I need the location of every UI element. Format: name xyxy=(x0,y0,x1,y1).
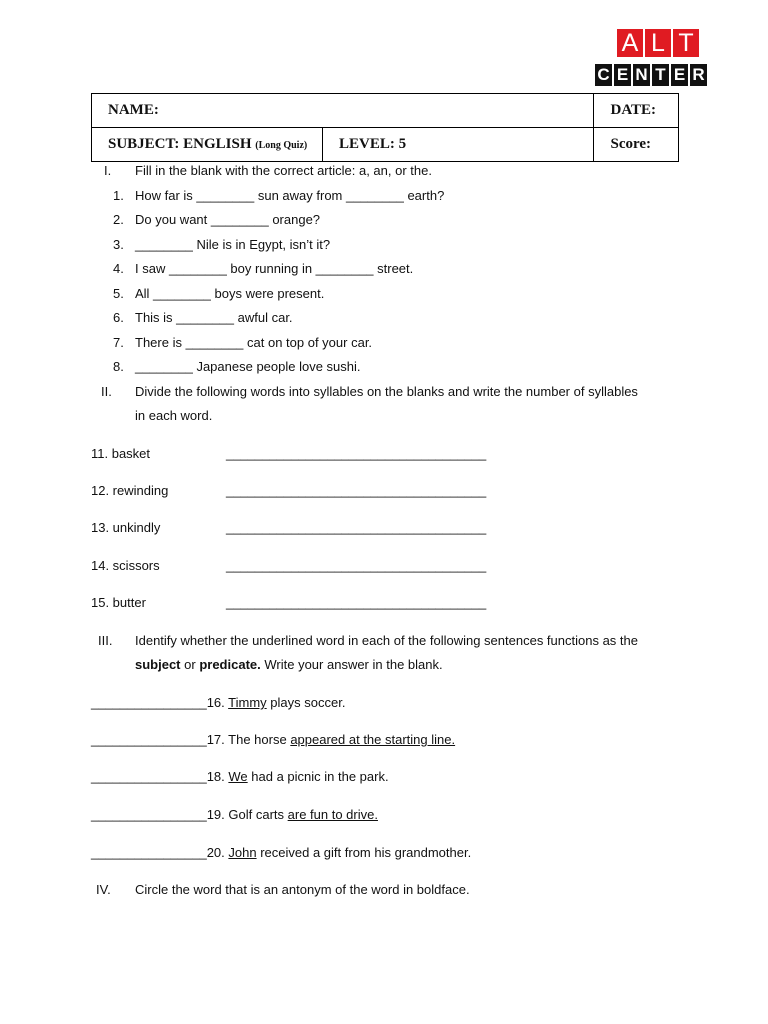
item-number: 8. xyxy=(113,359,124,374)
date-cell xyxy=(594,94,679,128)
section-instruction: in each word. xyxy=(135,408,213,423)
item-number: 17. xyxy=(206,732,225,747)
logo-top-row xyxy=(617,29,699,57)
item-number: 5. xyxy=(113,286,124,301)
word-item: 11. basket xyxy=(91,446,151,461)
item-number: 6. xyxy=(113,310,124,325)
logo-letter: C xyxy=(595,64,612,86)
subject-note: (Long Quiz) xyxy=(255,140,308,151)
underlined-phrase: John xyxy=(228,845,257,860)
sentence-post: received a gift from his grandmother. xyxy=(256,845,472,860)
answer-blank: ____________________________________ xyxy=(226,483,487,498)
logo-letter: A xyxy=(617,29,643,57)
logo-letter: T xyxy=(652,64,669,86)
answer-blank: ________________ xyxy=(91,769,207,784)
item-text: Do you want ________ orange? xyxy=(135,212,321,227)
word-item: 12. rewinding xyxy=(91,483,169,498)
item-number: 1. xyxy=(113,188,124,203)
underlined-phrase: Timmy xyxy=(228,695,267,710)
date-label: DATE: xyxy=(610,102,657,118)
subject-word: subject xyxy=(135,657,181,672)
section-number: I. xyxy=(104,163,112,178)
item-text: I saw ________ boy running in ________ street. xyxy=(135,261,414,276)
logo-letter: E xyxy=(614,64,631,86)
item-number: 16. xyxy=(206,695,225,710)
instruction-rest: Write your answer in the blank. xyxy=(264,657,443,672)
score-cell xyxy=(594,128,679,162)
item-number: 7. xyxy=(113,335,124,350)
answer-blank: ________________ xyxy=(91,807,207,822)
sentence-post: plays soccer. xyxy=(266,695,346,710)
item-number: 4. xyxy=(113,261,124,276)
underlined-phrase: We xyxy=(228,769,248,784)
word-item: 15. butter xyxy=(91,595,146,610)
logo-letter: E xyxy=(671,64,688,86)
logo-letter: L xyxy=(645,29,671,57)
underlined-phrase: appeared at the starting line. xyxy=(290,732,456,747)
name-label: NAME: xyxy=(108,102,159,118)
sentence-item xyxy=(91,807,378,822)
item-number: 3. xyxy=(113,237,124,252)
subject-cell xyxy=(92,128,323,162)
answer-blank: ____________________________________ xyxy=(226,595,487,610)
section-instruction: Circle the word that is an antonym of the word in boldface. xyxy=(135,882,470,897)
section-instruction-line2 xyxy=(135,657,443,672)
word-item: 13. unkindly xyxy=(91,520,161,535)
sentence-item xyxy=(91,695,345,710)
item-text: All ________ boys were present. xyxy=(135,286,325,301)
logo-letter: N xyxy=(633,64,650,86)
item-text: ________ Nile is in Egypt, isn’t it? xyxy=(135,237,331,252)
section-instruction: Divide the following words into syllables on the blanks and write the number of syllables xyxy=(135,384,638,399)
predicate-word: predicate. xyxy=(199,657,261,672)
answer-blank: ________________ xyxy=(91,845,207,860)
item-text: How far is ________ sun away from ________ earth? xyxy=(135,188,445,203)
item-text: This is ________ awful car. xyxy=(135,310,293,325)
item-text: There is ________ cat on top of your car. xyxy=(135,335,373,350)
sentence-item xyxy=(91,845,471,860)
sentence-pre: Golf carts xyxy=(228,807,288,822)
logo-letter: R xyxy=(690,64,707,86)
section-number: III. xyxy=(98,633,113,648)
item-text: ________ Japanese people love sushi. xyxy=(135,359,361,374)
level-label: LEVEL: 5 xyxy=(339,136,407,152)
item-number: 2. xyxy=(113,212,124,227)
or-word: or xyxy=(184,657,196,672)
section-instruction: Identify whether the underlined word in each of the following sentences functions as the xyxy=(135,633,638,648)
answer-blank: ________________ xyxy=(91,732,207,747)
answer-blank: ________________ xyxy=(91,695,207,710)
answer-blank: ____________________________________ xyxy=(226,446,487,461)
sentence-post: had a picnic in the park. xyxy=(247,769,389,784)
header-table xyxy=(91,93,679,162)
word-item: 14. scissors xyxy=(91,558,160,573)
level-cell xyxy=(323,128,594,162)
underlined-phrase: are fun to drive. xyxy=(287,807,378,822)
section-instruction: Fill in the blank with the correct article: a, an, or the. xyxy=(135,163,432,178)
item-number: 18. xyxy=(206,769,225,784)
subject-label: SUBJECT: ENGLISH xyxy=(108,136,252,152)
answer-blank: ____________________________________ xyxy=(226,558,487,573)
score-label: Score: xyxy=(610,136,652,152)
section-number: II. xyxy=(101,384,112,399)
sentence-item xyxy=(91,732,455,747)
logo-letter: T xyxy=(673,29,699,57)
logo-bottom-row xyxy=(595,64,707,86)
sentence-item xyxy=(91,769,389,784)
sentence-pre: The horse xyxy=(228,732,291,747)
item-number: 20. xyxy=(206,845,225,860)
answer-blank: ____________________________________ xyxy=(226,520,487,535)
name-cell xyxy=(92,94,594,128)
section-number: IV. xyxy=(96,882,111,897)
item-number: 19. xyxy=(206,807,225,822)
